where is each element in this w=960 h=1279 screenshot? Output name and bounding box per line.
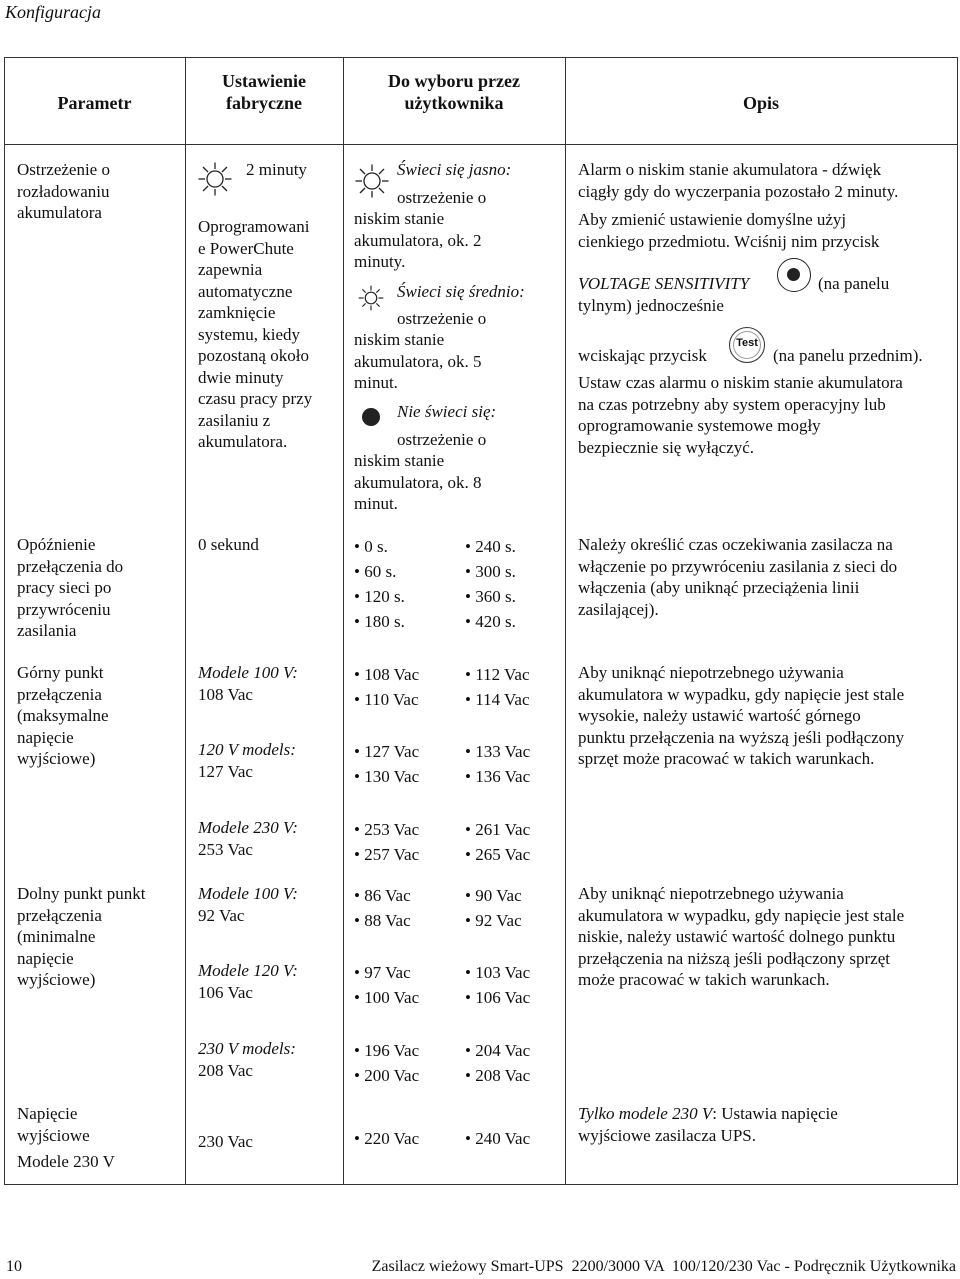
r1-opt1-l4: minuty. (354, 252, 406, 271)
r4-g3-title: 230 V models: (198, 1039, 296, 1058)
test-button-icon (729, 327, 765, 363)
r3-param-l3: (maksymalne (17, 706, 109, 725)
r3-g3-factory (198, 817, 298, 860)
r1-desc1-l1: Alarm o niskim stanie akumulatora - dźwięk (578, 160, 882, 179)
r2-factory: 0 sekund (198, 535, 259, 554)
r3-desc-l5: sprzęt może pracować w takich warunkach. (578, 749, 875, 768)
r3-param-l5: wyjściowe) (17, 749, 96, 768)
r4-g3-a2: • 200 Vac (354, 1063, 419, 1088)
r4-g2-b2: • 106 Vac (465, 985, 530, 1010)
r3-g3-a (354, 817, 419, 867)
header-user (343, 70, 565, 114)
header-factory (185, 70, 343, 114)
r4-g2-value: 106 Vac (198, 982, 253, 1002)
header-param-text: Parametr (57, 93, 132, 113)
r4-g1-factory (198, 883, 298, 926)
r1-factory-l1: Oprogramowani (198, 217, 310, 236)
r2-opt-a4: • 180 s. (354, 609, 405, 634)
r3-g1-a2: • 110 Vac (354, 687, 419, 712)
r1-factory-l4: automatyczne (198, 281, 293, 301)
r3-desc-l2: akumulatora w wypadku, gdy napięcie jest stale (578, 684, 905, 704)
r5-opt-a: • 220 Vac (354, 1128, 419, 1150)
col-border-left (4, 57, 5, 1185)
r4-g3-value: 208 Vac (198, 1060, 253, 1080)
r4-g3-b (465, 1038, 530, 1088)
r1-factory-l9: czasu pracy przy (198, 389, 313, 408)
test-button-label: Test (736, 337, 758, 349)
page-number: 10 (6, 1258, 22, 1275)
col-border-3 (565, 57, 566, 1185)
r1-opt2-l1: ostrzeżenie o (397, 309, 487, 328)
r1-opt2-l2: niskim stanie (354, 330, 445, 349)
r1-desc3-b: (na panelu (818, 274, 890, 293)
footer-title: Zasilacz wieżowy Smart-UPS 2200/3000 VA 100/120/230 Vac - Podręcznik Użytkownika (371, 1258, 956, 1275)
r1-desc1 (578, 159, 898, 202)
r1-opt2-rest (354, 329, 481, 394)
r3-g3-b (465, 817, 530, 867)
r3-g3-a2: • 257 Vac (354, 842, 419, 867)
r1-param-l1: Ostrzeżenie o (17, 160, 110, 179)
r1-opt3-l4: minut. (354, 494, 398, 513)
r1-opt1-title: Świeci się jasno: (397, 160, 512, 179)
header-desc-text: Opis (742, 93, 780, 113)
r1-opt3-l1: ostrzeżenie o (397, 430, 487, 449)
r4-g3-b1: • 204 Vac (465, 1038, 530, 1063)
r5-param-l1: Napięcie (17, 1104, 78, 1123)
r2-opt-b2: • 300 s. (465, 559, 516, 584)
r1-opt2-l3: akumulatora, ok. 5 (354, 351, 482, 371)
r1-factory-l10: zasilaniu z (198, 410, 271, 430)
r2-opt-a2: • 60 s. (354, 559, 405, 584)
r5-desc-rest: : Ustawia napięcie (712, 1104, 838, 1123)
r3-g1-a (354, 662, 419, 712)
header-factory-l1: Ustawienie (222, 71, 306, 91)
r1-factory-l7: pozostaną około (198, 346, 309, 365)
r3-g2-b1: • 133 Vac (465, 739, 530, 764)
r4-g3-a1: • 196 Vac (354, 1038, 419, 1063)
r1-factory-l8: dwie minuty (198, 367, 284, 387)
r4-g1-b (465, 883, 522, 933)
r4-g3-b2: • 208 Vac (465, 1063, 530, 1088)
r4-desc-l4: przełączenia na niższą jeśli podłączony sprzęt (578, 948, 890, 968)
r4-g3-factory (198, 1038, 296, 1081)
header-user-l1: Do wyboru przez (388, 71, 520, 91)
r4-desc-l2: akumulatora w wypadku, gdy napięcie jest stale (578, 905, 905, 925)
r1-opt1-l3: akumulatora, ok. 2 (354, 230, 482, 250)
r1-desc3-c: tylnym) jednocześnie (578, 296, 724, 315)
r3-desc (578, 662, 904, 770)
r2-opt-b4: • 420 s. (465, 609, 516, 634)
r1-opt3-l3: akumulatora, ok. 8 (354, 472, 482, 492)
section-title: Konfiguracja (5, 2, 102, 22)
r3-g1-value: 108 Vac (198, 684, 253, 704)
led-off-icon (362, 408, 380, 426)
r4-g2-factory (198, 960, 298, 1003)
r3-g3-b2: • 265 Vac (465, 842, 530, 867)
r1-voltage-sensitivity: VOLTAGE SENSITIVITY (578, 274, 750, 293)
r1-factory-l6: systemu, kiedy (198, 324, 300, 344)
r4-g1-a2: • 88 Vac (354, 908, 411, 933)
table-top-border (4, 57, 958, 58)
r4-param (17, 883, 145, 991)
r1-opt1-l1: ostrzeżenie o (397, 188, 487, 207)
r4-g2-a (354, 960, 419, 1010)
r2-opt-b1: • 240 s. (465, 534, 516, 559)
r4-g2-a2: • 100 Vac (354, 985, 419, 1010)
r4-g2-a1: • 97 Vac (354, 960, 419, 985)
r3-param-l2: przełączenia (17, 684, 102, 704)
r3-param-l4: napięcie (17, 727, 74, 747)
r1-param-l2: rozładowaniu (17, 181, 110, 201)
r4-g1-b2: • 92 Vac (465, 908, 522, 933)
r3-desc-l3: wysokie, należy ustawić wartość górnego (578, 706, 861, 725)
r3-g2-b2: • 136 Vac (465, 764, 530, 789)
r3-g2-a1: • 127 Vac (354, 739, 419, 764)
r2-desc-l3: włączenia (aby uniknąć przeciążenia linii (578, 578, 860, 597)
r4-g1-value: 92 Vac (198, 905, 245, 925)
col-border-2 (343, 57, 344, 1185)
r1-desc4-b: (na panelu przednim). (773, 346, 923, 365)
voltage-sensitivity-button-icon (777, 258, 811, 292)
col-border-right (957, 57, 958, 1185)
r4-g1-b1: • 90 Vac (465, 883, 522, 908)
r2-desc-l4: zasilającej). (578, 599, 659, 619)
header-param (4, 92, 185, 114)
r4-g1-a1: • 86 Vac (354, 883, 411, 908)
r4-g2-b1: • 103 Vac (465, 960, 530, 985)
r5-desc (578, 1103, 838, 1146)
r5-param (17, 1103, 115, 1173)
r2-options-a (354, 534, 405, 634)
r1-factory-l3: zapewnia (198, 260, 263, 279)
r1-desc1-l2: ciągły gdy do wyczerpania pozostało 2 minuty. (578, 181, 899, 201)
r2-param-l3: pracy sieci po (17, 578, 112, 597)
r2-opt-b3: • 360 s. (465, 584, 516, 609)
r4-desc (578, 883, 904, 991)
r4-g3-a (354, 1038, 419, 1088)
r1-opt2-l4: minut. (354, 373, 398, 392)
header-user-l2: użytkownika (404, 93, 504, 113)
r1-param-l3: akumulatora (17, 203, 102, 222)
r4-desc-l1: Aby uniknąć niepotrzebnego używania (578, 884, 844, 903)
r1-opt3-title: Nie świeci się: (397, 402, 497, 421)
r2-opt-a3: • 120 s. (354, 584, 405, 609)
r2-desc-l1: Należy określić czas oczekiwania zasilacza na (578, 535, 893, 554)
r1-opt2-title: Świeci się średnio: (397, 282, 525, 301)
r3-g3-b1: • 261 Vac (465, 817, 530, 842)
table-bottom-border (4, 1184, 958, 1185)
sun-medium-icon (357, 284, 385, 312)
r1-opt3-l2: niskim stanie (354, 451, 445, 470)
r4-param-l1: Dolny punkt punkt (17, 884, 146, 903)
r2-param-l5: zasilania (17, 621, 77, 640)
r2-param-l2: przełączenia do (17, 556, 124, 576)
r2-options-b (465, 534, 516, 634)
r5-param-sub: Modele 230 V (17, 1152, 115, 1171)
r1-desc5 (578, 372, 903, 458)
r4-param-l2: przełączenia (17, 905, 102, 925)
sun-bright-icon (198, 162, 232, 196)
r4-param-l5: wyjściowe) (17, 970, 96, 989)
r4-param-l3: (minimalne (17, 927, 96, 946)
r1-desc5-l2: na czas potrzebny aby system operacyjny lub (578, 394, 886, 414)
r3-g2-a2: • 130 Vac (354, 764, 419, 789)
r3-param (17, 662, 109, 770)
r4-desc-l5: może pracować w takich warunkach. (578, 970, 830, 989)
r2-opt-a1: • 0 s. (354, 534, 405, 559)
r1-opt1-l2: niskim stanie (354, 209, 445, 228)
r5-param-l2: wyjściowe (17, 1125, 90, 1145)
r1-desc5-l3: oprogramowanie systemowe mogły (578, 416, 821, 435)
r4-param-l4: napięcie (17, 948, 74, 968)
r1-factory-l5: zamknięcie (198, 303, 276, 322)
r1-desc5-l1: Ustaw czas alarmu o niskim stanie akumulatora (578, 373, 903, 392)
r3-g1-b (465, 662, 530, 712)
r5-desc-l1 (578, 1103, 838, 1125)
r4-g2-title: Modele 120 V: (198, 961, 298, 980)
r3-g1-title: Modele 100 V: (198, 663, 298, 682)
r3-g2-value: 127 Vac (198, 761, 253, 781)
r2-param (17, 534, 123, 642)
r3-g1-a1: • 108 Vac (354, 662, 419, 687)
r2-param-l1: Opóźnienie (17, 535, 96, 554)
r3-g3-title: Modele 230 V: (198, 818, 298, 837)
r1-factory-l11: akumulatora. (198, 432, 288, 451)
r2-desc (578, 534, 897, 620)
r4-desc-l3: niskie, należy ustawić wartość dolnego punktu (578, 927, 896, 946)
r1-desc2-l2: cienkiego przedmiotu. Wciśnij nim przycisk (578, 231, 880, 251)
r1-param (17, 159, 110, 224)
r1-factory-l2: e PowerChute (198, 238, 294, 258)
r1-desc4-a: wciskając przycisk (578, 346, 707, 365)
r1-desc2 (578, 209, 879, 252)
r3-g2-title: 120 V models: (198, 740, 296, 759)
header-desc (565, 92, 957, 114)
r1-factory-text (198, 216, 312, 453)
sun-bright-icon (355, 164, 389, 198)
r3-g1-factory (198, 662, 298, 705)
r5-opt-b: • 240 Vac (465, 1128, 530, 1150)
r3-desc-l4: punktu przełączenia na wyższą jeśli podłączony (578, 727, 905, 747)
r2-desc-l2: włączenie po przywróceniu zasilania z sieci do (578, 556, 898, 576)
r5-desc-l2: wyjściowe zasilacza UPS. (578, 1125, 756, 1145)
r3-g1-b1: • 112 Vac (465, 662, 530, 687)
r3-g3-a1: • 253 Vac (354, 817, 419, 842)
r3-desc-l1: Aby uniknąć niepotrzebnego używania (578, 663, 844, 682)
header-bottom-border (4, 144, 958, 145)
r2-param-l4: przywróceniu (17, 599, 111, 619)
r1-desc5-l4: bezpiecznie się wyłączyć. (578, 437, 755, 457)
r3-g2-b (465, 739, 530, 789)
r4-g1-title: Modele 100 V: (198, 884, 298, 903)
header-factory-l2: fabryczne (226, 93, 302, 113)
r3-param-l1: Górny punkt (17, 663, 104, 682)
r1-desc2-l1: Aby zmienić ustawienie domyślne użyj (578, 210, 847, 229)
r5-factory: 230 Vac (198, 1132, 253, 1151)
r1-factory-value: 2 minuty (246, 160, 307, 179)
r1-opt1-rest (354, 208, 481, 273)
r4-g1-a (354, 883, 411, 933)
r3-g3-value: 253 Vac (198, 839, 253, 859)
r3-g2-a (354, 739, 419, 789)
r3-g1-b2: • 114 Vac (465, 687, 530, 712)
col-border-1 (185, 57, 186, 1185)
r1-opt3-rest (354, 450, 481, 515)
r4-g2-b (465, 960, 530, 1010)
r5-desc-italic: Tylko modele 230 V (578, 1104, 713, 1123)
r3-g2-factory (198, 739, 296, 782)
